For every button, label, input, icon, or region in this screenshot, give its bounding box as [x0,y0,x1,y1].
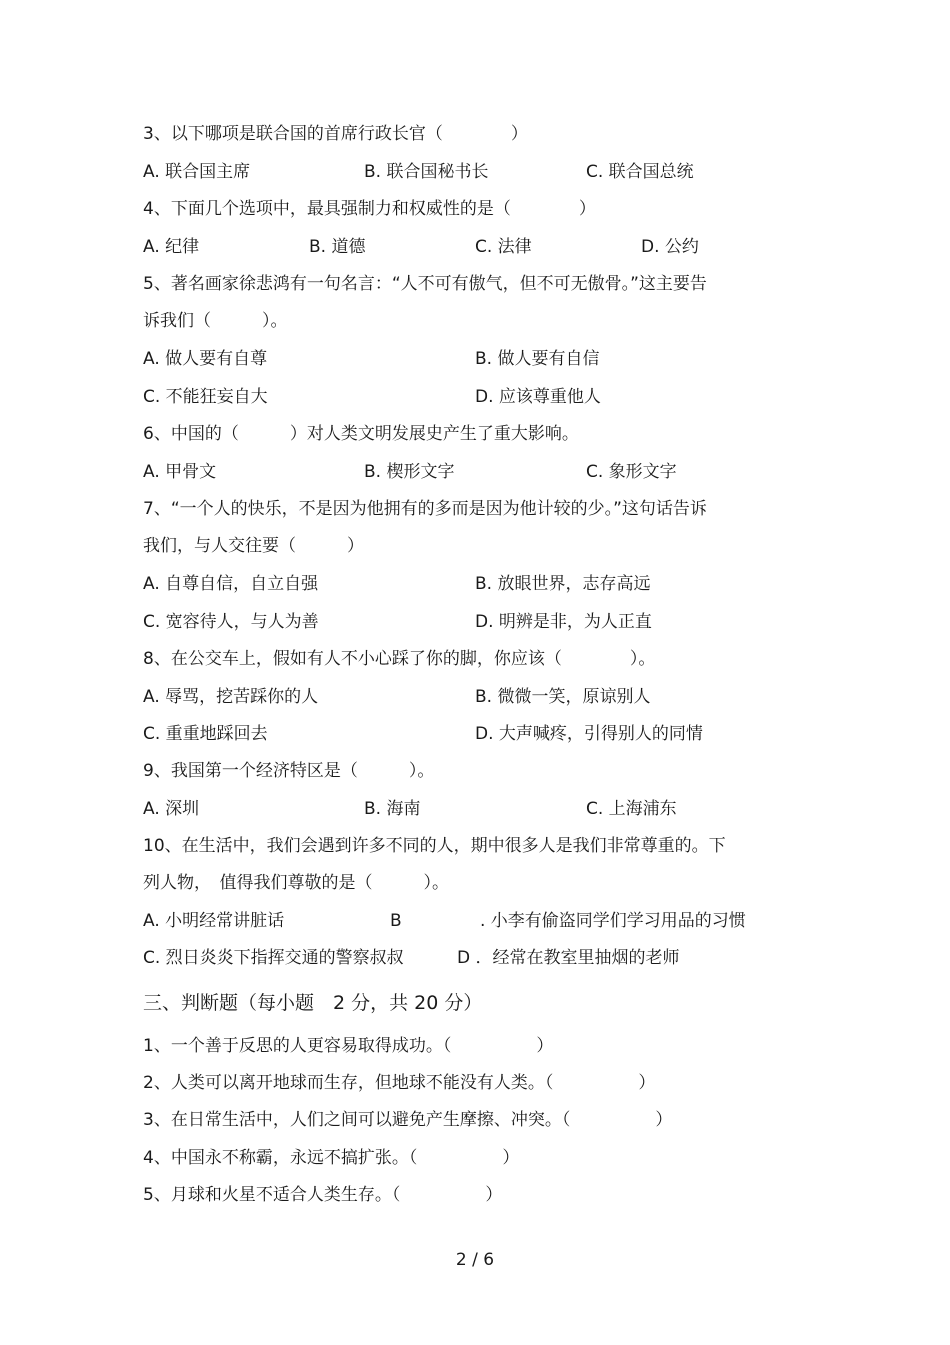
question-3-option-a: A. 联合国主席 [143,162,251,182]
question-7-option-a: A. 自尊自信，自立自强 [143,574,319,594]
question-10-option-c: C. 烈日炎炎下指挥交通的警察叔叔 [143,948,404,968]
question-8-option-d: D. 大声喊疼，引得别人的同情 [475,724,703,744]
question-4-option-d: D. 公约 [641,237,699,257]
question-7-option-d: D. 明辨是非，为人正直 [475,612,652,632]
tf-item-5: 5、月球和火星不适合人类生存。（ ） [143,1185,503,1205]
question-8-option-b: B. 微微一笑，原谅别人 [475,687,651,707]
question-4-stem: 4、下面几个选项中，最具强制力和权威性的是（ ） [143,199,596,219]
question-6-stem: 6、中国的（ ）对人类文明发展史产生了重大影响。 [143,424,579,444]
section-3-heading: 三、判断题（每小题 2 分，共 20 分） [143,992,483,1014]
question-10-stem-line-1: 10、在生活中，我们会遇到许多不同的人，期中很多人是我们非常尊重的。下 [143,836,726,856]
question-6-option-a: A. 甲骨文 [143,462,217,482]
tf-item-2: 2、人类可以离开地球而生存，但地球不能没有人类。（ ） [143,1073,656,1093]
question-7-option-b: B. 放眼世界，志存高远 [475,574,651,594]
question-6-option-c: C. 象形文字 [586,462,677,482]
tf-item-1: 1、一个善于反思的人更容易取得成功。（ ） [143,1036,554,1056]
question-9-option-a: A. 深圳 [143,799,200,819]
question-8-option-c: C. 重重地踩回去 [143,724,268,744]
question-7-stem-line-2: 我们，与人交往要（ ） [143,536,364,556]
tf-item-3: 3、在日常生活中，人们之间可以避免产生摩擦、冲突。（ ） [143,1110,673,1130]
question-7-option-c: C. 宽容待人，与人为善 [143,612,319,632]
question-9-option-b: B. 海南 [364,799,421,819]
question-8-option-a: A. 辱骂，挖苦踩你的人 [143,687,319,707]
question-10-stem-line-2: 列人物， 值得我们尊敬的是（ ）。 [143,873,449,893]
tf-item-4: 4、中国永不称霸，永远不搞扩张。（ ） [143,1148,520,1168]
question-7-stem-line-1: 7、“一个人的快乐，不是因为他拥有的多而是因为他计较的少。”这句话告诉 [143,499,707,519]
question-4-option-c: C. 法律 [475,237,532,257]
question-8-stem: 8、在公交车上，假如有人不小心踩了你的脚，你应该（ ）。 [143,649,656,669]
question-3-option-b: B. 联合国秘书长 [364,162,489,182]
question-5-stem-line-2: 诉我们（ ）。 [143,311,288,331]
question-5-option-a: A. 做人要有自尊 [143,349,268,369]
question-4-option-b: B. 道德 [309,237,366,257]
question-5-option-d: D. 应该尊重他人 [475,387,601,407]
question-3-option-c: C. 联合国总统 [586,162,694,182]
question-6-option-b: B. 楔形文字 [364,462,455,482]
question-10-option-a: A. 小明经常讲脏话 [143,911,285,931]
page-number: 2 / 6 [455,1250,495,1270]
question-3-stem: 3、以下哪项是联合国的首席行政长官（ ） [143,124,528,144]
question-5-option-b: B. 做人要有自信 [475,349,600,369]
question-5-option-c: C. 不能狂妄自大 [143,387,268,407]
question-9-stem: 9、我国第一个经济特区是（ ）。 [143,761,435,781]
question-10-option-b-text: . 小李有偷盗同学们学习用品的习惯 [480,911,746,931]
question-5-stem-line-1: 5、著名画家徐悲鸿有一句名言：“人不可有傲气，但不可无傲骨。”这主要告 [143,274,707,294]
question-4-option-a: A. 纪律 [143,237,200,257]
question-10-option-d: D ．经常在教室里抽烟的老师 [457,948,680,968]
question-10-option-b-letter: B [390,911,402,931]
question-9-option-c: C. 上海浦东 [586,799,677,819]
